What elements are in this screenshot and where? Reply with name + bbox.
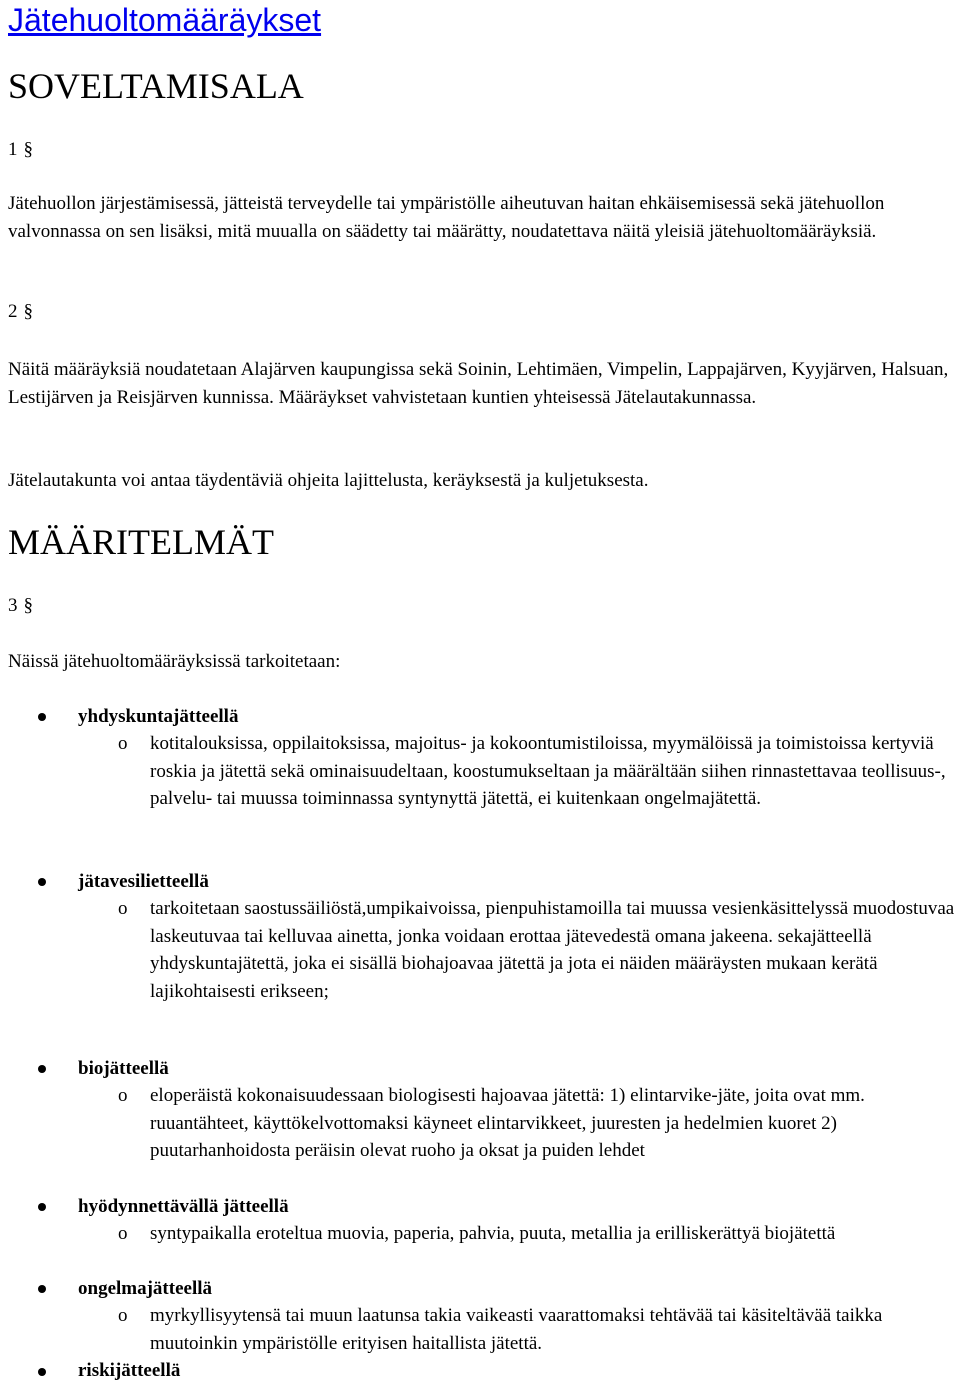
bullet bbox=[38, 1368, 46, 1376]
sub-bullet-marker: o bbox=[118, 1223, 128, 1244]
paragraph-number: 3 bbox=[8, 595, 18, 616]
definition-term: ongelmajätteellä bbox=[78, 1278, 213, 1299]
definition-term: riskijätteellä bbox=[78, 1360, 181, 1381]
sub-bullet-marker: o bbox=[118, 898, 128, 919]
sub-bullet-marker: o bbox=[118, 733, 128, 754]
bullet bbox=[38, 1285, 46, 1293]
section-sign: § bbox=[23, 301, 33, 322]
bullet bbox=[38, 1203, 46, 1211]
definition-text: kotitalouksissa, oppilaitoksissa, majoitus- ja kokoontumistiloissa, myymälöissä ja toimistoissa kertyviä roskia ja jätettä sekä ominaisuudeltaan, koostumukseltaan ja määrältään siihen rinnastettavaa teollisuus-, palvelu- tai muussa toiminnassa syntynyttä jätettä, ei kuitenkaan ongelmajätettä. bbox=[150, 733, 946, 809]
page-title-link[interactable]: Jätehuoltomääräykset bbox=[8, 2, 322, 38]
sub-bullet-marker: o bbox=[118, 1085, 128, 1106]
paragraph-number-3 bbox=[8, 592, 33, 620]
definition-term: jätavesilietteellä bbox=[78, 871, 209, 892]
paragraph-2-extra: Jätelautakunta voi antaa täydentäviä ohjeita lajittelusta, keräyksestä ja kuljetuksesta. bbox=[8, 470, 649, 491]
definition-term: biojätteellä bbox=[78, 1058, 169, 1079]
paragraph-number-2 bbox=[8, 298, 33, 326]
bullet bbox=[38, 878, 46, 886]
bullet bbox=[38, 1065, 46, 1073]
definition-text: eloperäistä kokonaisuudessaan biologisesti hajoavaa jätettä: 1) elintarvike-jäte, joita ovat mm. ruuantähteet, käyttökelvottomaksi käyneet elintarvikkeet, juuresten ja hedelmien kuoret 2) puutarhanhoidosta peräisin olevat ruoho ja oksat ja puiden lehdet bbox=[150, 1085, 865, 1161]
paragraph-number-1 bbox=[8, 136, 33, 164]
paragraph-3-intro: Näissä jätehuoltomääräyksissä tarkoitetaan: bbox=[8, 651, 341, 672]
definition-term: hyödynnettävällä jätteellä bbox=[78, 1196, 289, 1217]
definition-text: myrkyllisyytensä tai muun laatunsa takia vaikeasti vaarattomaksi tehtävää tai käsiteltävää taikka muutoinkin ympäristölle erityisen haitallista jätettä. bbox=[150, 1305, 883, 1354]
section-heading-maaritelmat: MÄÄRITELMÄT bbox=[8, 522, 274, 562]
definition-text: syntypaikalla eroteltua muovia, paperia, pahvia, puuta, metallia ja erilliskerättyä biojätettä bbox=[150, 1223, 836, 1244]
section-sign: § bbox=[23, 595, 33, 616]
paragraph-1-text: Jätehuollon järjestämisessä, jätteistä terveydelle tai ympäristölle aiheutuvan haitan ehkäisemisessä sekä jätehuollon valvonnassa on sen lisäksi, mitä muualla on säädetty tai määrätty, noudatettava näitä yleisiä jätehuoltomääräyksiä. bbox=[8, 193, 885, 242]
paragraph-number: 2 bbox=[8, 301, 18, 322]
sub-bullet-marker: o bbox=[118, 1305, 128, 1326]
paragraph-number: 1 bbox=[8, 139, 18, 160]
bullet bbox=[38, 713, 46, 721]
section-sign: § bbox=[23, 139, 33, 160]
section-heading-soveltamisala: SOVELTAMISALA bbox=[8, 66, 304, 106]
definition-term: yhdyskuntajätteellä bbox=[78, 706, 239, 727]
definition-text: tarkoitetaan saostussäiliöstä,umpikaivoissa, pienpuhistamoilla tai muussa vesienkäsittelyssä muodostuvaa laskeutuvaa tai kelluvaa ainetta, jonka voidaan erottaa jätevedestä omana jakeena. sekajätteellä yhdyskuntajätettä, joka ei sisällä biohajoavaa jätettä ja jota ei näiden määräysten mukaan kerätä lajikohtaisesti erikseen; bbox=[150, 898, 955, 1002]
paragraph-2-text: Näitä määräyksiä noudatetaan Alajärven kaupungissa sekä Soinin, Lehtimäen, Vimpelin, Lappajärven, Kyyjärven, Halsuan, Lestijärven ja Reisjärven kunnissa. Määräykset vahvistetaan kuntien yhteisessä Jätelautakunnassa. bbox=[8, 359, 949, 408]
